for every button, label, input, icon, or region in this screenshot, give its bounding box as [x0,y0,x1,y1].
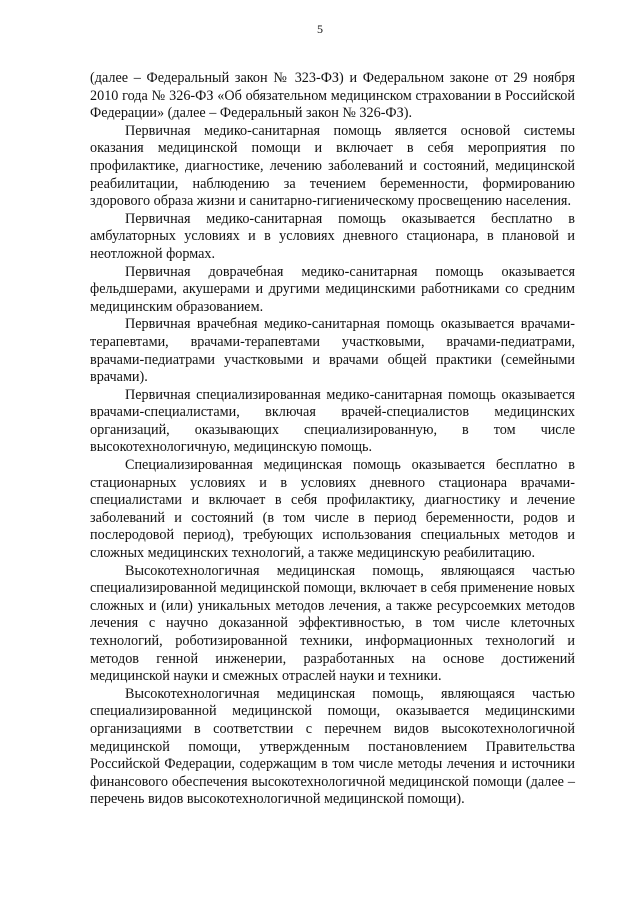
page-number: 5 [317,22,323,36]
document-body [90,70,575,809]
paragraph-law-reference: (далее – Федеральный закон № 323-ФЗ) и Федеральном законе от 29 ноября 2010 года № 326-ФЗ «Об обязательном медицинском страховании в Российской Федерации» (далее – Федеральный закон № 326-ФЗ). [90,70,575,122]
paragraph-high-tech-care-definition: Высокотехнологичная медицинская помощь, являющаяся частью специализированной медицинской помощи, включает в себя применение новых сложных и (или) уникальных методов лечения, а также ресурсоемких методов лечения с научно доказанной эффективностью, в том числе клеточных технологий, роботизированной техники, информационных технологий и методов генной инженерии, разработанных на основе достижений медицинской науки и смежных отраслей науки и техники. [90,562,575,685]
paragraph-pre-physician-care: Первичная доврачебная медико-санитарная помощь оказывается фельдшерами, акушерами и другими медицинскими работниками со средним медицинским образованием. [90,263,575,315]
paragraph-physician-care: Первичная врачебная медико-санитарная помощь оказывается врачами-терапевтами, врачами-терапевтами участковыми, врачами-педиатрами, врачами-педиатрами участковыми и врачами общей практики (семейными врачами). [90,316,575,386]
paragraph-specialized-care: Специализированная медицинская помощь оказывается бесплатно в стационарных условиях и в условиях дневного стационара врачами-специалистами и включает в себя профилактику, диагностику и лечение заболеваний и состояний (в том числе в период беременности, родов и послеродовой период), требующих использования специальных методов и сложных медицинских технологий, а также медицинскую реабилитацию. [90,457,575,562]
paragraph-primary-care-free: Первичная медико-санитарная помощь оказывается бесплатно в амбулаторных условиях и в условиях дневного стационара, в плановой и неотложной формах. [90,210,575,262]
paragraph-high-tech-care-provision: Высокотехнологичная медицинская помощь, являющаяся частью специализированной медицинской помощи, оказывается медицинскими организациями в соответствии с перечнем видов высокотехнологичной медицинской помощи, утвержденным постановлением Правительства Российской Федерации, содержащим в том числе методы лечения и источники финансового обеспечения высокотехнологичной медицинской помощи (далее – перечень видов высокотехнологичной медицинской помощи). [90,685,575,808]
paragraph-primary-care-definition: Первичная медико-санитарная помощь является основой системы оказания медицинской помощи и включает в себя мероприятия по профилактике, диагностике, лечению заболеваний и состояний, медицинской реабилитации, наблюдению за течением беременности, формированию здорового образа жизни и санитарно-гигиеническому просвещению населения. [90,122,575,210]
paragraph-specialized-primary-care: Первичная специализированная медико-санитарная помощь оказывается врачами-специалистами, включая врачей-специалистов медицинских организаций, оказывающих специализированную, в том числе высокотехнологичную, медицинскую помощь. [90,386,575,456]
